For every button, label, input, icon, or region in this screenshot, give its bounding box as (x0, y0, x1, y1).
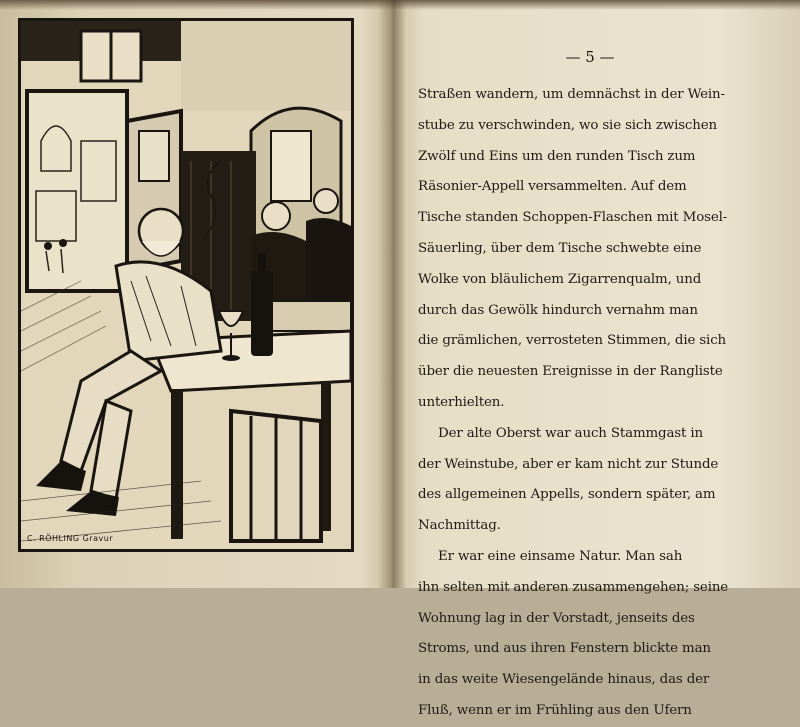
text-line: in das weite Wiesengelände hinaus, das der (418, 672, 710, 688)
text-line: Zwölf und Eins um den runden Tisch zum (418, 148, 696, 164)
text-line: Der alte Oberst war auch Stammgast in (438, 425, 703, 441)
text-line: der Weinstube, aber er kam nicht zur Stunde (418, 456, 719, 472)
tavern-scene-drawing (21, 21, 351, 549)
text-line: Räsonier-Appell versammelten. Auf dem (418, 179, 687, 195)
text-line: durch das Gewölk hindurch vernahm man (418, 302, 698, 318)
page-number: — 5 — (565, 48, 615, 66)
text-line: Tische standen Schoppen-Flaschen mit Mosel- (418, 210, 728, 226)
text-line: Er war eine einsame Natur. Man sah (438, 548, 683, 564)
text-line: die grämlichen, verrosteten Stimmen, die sich (418, 333, 727, 349)
text-line: des allgemeinen Appells, sondern später, am (418, 487, 716, 503)
text-line: Nachmittag. (418, 518, 501, 534)
text-line: Straßen wandern, um demnächst in der Wein- (418, 87, 725, 102)
text-line: Wolke von bläulichem Zigarrenqualm, und (418, 271, 702, 287)
text-line: Fluß, wenn er im Frühling aus den Ufern (418, 702, 692, 718)
text-line: stube zu verschwinden, wo sie sich zwischen (418, 117, 717, 133)
right-page (400, 0, 800, 718)
text-line: unterhielten. (418, 394, 505, 410)
text-line: Säuerling, über dem Tische schwebte eine (418, 240, 702, 256)
left-page (0, 0, 390, 588)
text-line: über die neuesten Ereignisse in der Rangliste (418, 364, 723, 380)
text-line: Stroms, und aus ihren Fenstern blickte man (418, 641, 711, 657)
text-line: ihn selten mit anderen zusammengehen; seine (418, 579, 729, 595)
text-line: Wohnung lag in der Vorstadt, jenseits des (418, 610, 695, 626)
woodcut-illustration (18, 18, 354, 552)
body-text (418, 80, 788, 727)
illustrator-signature: C. RÖHLING Gravur (27, 534, 114, 543)
